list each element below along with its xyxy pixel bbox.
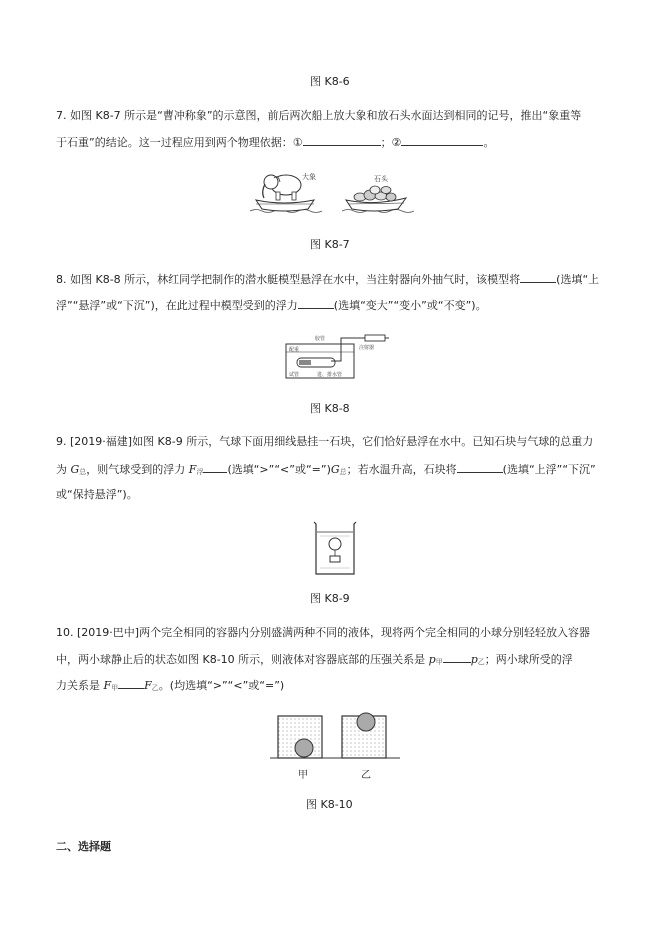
q10-symbol-f-yi: F [144, 679, 152, 692]
q9-symbol-g-sub: 总 [79, 468, 87, 476]
q10-symbol-p-yi: p [470, 653, 478, 666]
q8-line2 [56, 297, 487, 314]
q10-symbol-f-jia: F [103, 679, 112, 692]
q9-line2-text-e: (选填“上浮”“下沉” [502, 463, 596, 476]
q10-blank-2[interactable] [118, 677, 144, 689]
q9-symbol-g2: G [330, 463, 340, 476]
q9-line1: 9. [2019·福建]如图 K8-9 所示，气球下面用细线悬挂一石块，它们恰好悬浮在水中。已知石块与气球的总重力 [56, 435, 594, 448]
label-inlet: 进、排水管 [317, 372, 343, 378]
q8-line1-text-a: 8. 如图 K8-8 所示，林红同学把制作的潜水艇模型悬浮在水中，当注射器向外抽气时，该模型将 [56, 273, 521, 286]
label-jia: 甲 [298, 770, 308, 781]
q9-symbol-g2-sub: 总 [339, 468, 347, 476]
q8-line1-text-b: (选填“上 [556, 273, 600, 286]
q10-line3-text-b: 。(均选填“>”“<”或“=”) [158, 679, 285, 692]
balloon-icon [329, 538, 341, 550]
q10-line3 [56, 677, 284, 696]
figure-k8-7-elephant-stone-boats [248, 168, 418, 218]
label-vessel: 试管 [289, 372, 300, 378]
q9-line2-text-d: ；若水温升高，石块将 [346, 463, 457, 476]
q10-line3-text-a: 力关系是 [56, 679, 104, 692]
label-weight: 配重 [289, 347, 300, 353]
figure-k8-8-submarine-model [285, 334, 389, 380]
q9-symbol-f-sub: 浮 [196, 468, 204, 476]
q10-sub-yi-2: 乙 [151, 684, 159, 692]
q10-line2-text-a: 中，两小球静止后的状态如图 K8-10 所示，则液体对容器底部的压强关系是 [56, 653, 429, 666]
q10-line2 [56, 651, 573, 670]
q10-sub-yi: 乙 [477, 658, 485, 666]
q9-line2 [56, 461, 596, 480]
label-syringe: 注射器 [359, 345, 375, 351]
figure-caption-k8-8: 图 K8-8 [310, 402, 350, 415]
q7-blank-1[interactable] [303, 134, 381, 146]
section-title-choice-questions: 二、选择题 [56, 840, 111, 853]
figure-caption-k8-6: 图 K8-6 [310, 75, 350, 88]
q9-symbol-f: F [188, 463, 197, 476]
q9-blank-2[interactable] [457, 461, 503, 473]
ball-yi [357, 713, 375, 731]
q8-blank-2[interactable] [298, 297, 334, 309]
q9-blank-1[interactable] [203, 461, 227, 473]
q10-line1: 10. [2019·巴中]两个完全相同的容器内分别盛满两种不同的液体，现将两个完全相同的小球分别轻轻放入容器 [56, 626, 591, 639]
q9-line2-text-a: 为 [56, 463, 71, 476]
figure-caption-k8-7: 图 K8-7 [310, 238, 350, 251]
q8-line1 [56, 271, 599, 288]
q9-line3: 或“保持悬浮”)。 [56, 488, 138, 501]
q10-symbol-p-jia: p [428, 653, 436, 666]
label-tube: 胶管 [315, 336, 326, 342]
q9-symbol-g: G [70, 463, 80, 476]
q10-sub-jia-2: 甲 [111, 684, 119, 692]
ball-jia [295, 739, 313, 757]
label-stone: 石头 [374, 175, 388, 183]
label-elephant: 大象 [302, 173, 316, 181]
q8-line2-text-b: (选填“变大”“变小”或“不变”)。 [333, 299, 487, 312]
q10-blank-1[interactable] [443, 651, 471, 663]
q9-line2-text-b: ，则气球受到的浮力 [86, 463, 189, 476]
figure-caption-k8-10: 图 K8-10 [306, 798, 353, 811]
q9-line2-text-c: (选填“>”“<”或“=”) [227, 463, 331, 476]
q7-line2-text-a: 于石重”的结论。这一过程应用到两个物理依据：① [56, 136, 303, 149]
q8-line2-text-a: 浮”“悬浮”或“下沉”)，在此过程中模型受到的浮力 [56, 299, 298, 312]
figure-caption-k8-9: 图 K8-9 [310, 592, 350, 605]
q7-line2-text-c: 。 [483, 136, 495, 149]
q10-sub-jia: 甲 [435, 658, 443, 666]
stone-icon [330, 556, 340, 562]
figure-k8-9-balloon-stone-beaker [312, 520, 358, 576]
q7-blank-2[interactable] [401, 134, 483, 146]
q8-blank-1[interactable] [520, 271, 556, 283]
q7-line2 [56, 134, 494, 151]
q10-line2-text-b: ；两小球所受的浮 [484, 653, 573, 666]
q7-line2-text-b: ；② [380, 136, 402, 149]
figure-k8-10-two-containers [270, 710, 400, 762]
q7-line1: 7. 如图 K8-7 所示是“曹冲称象”的示意图，前后两次船上放大象和放石头水面达到相同的记号，推出“象重等 [56, 109, 582, 122]
label-yi: 乙 [361, 770, 371, 781]
